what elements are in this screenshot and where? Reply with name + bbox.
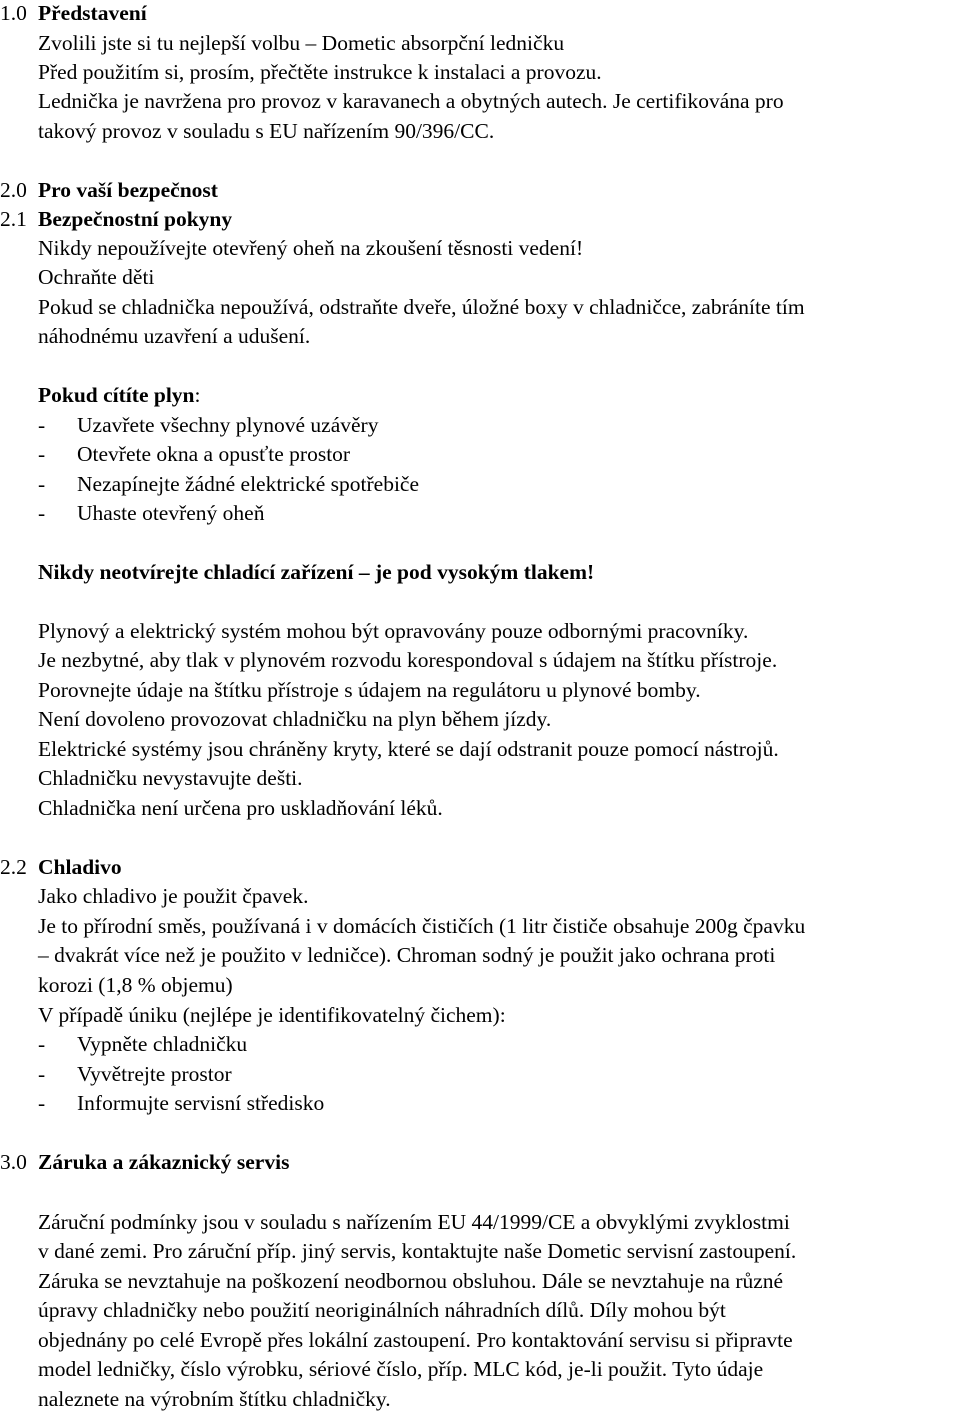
warranty-line-2: v dané zemi. Pro záruční příp. jiný servis, kontaktujte naše Dometic servisní zastoupení.: [38, 1239, 797, 1263]
open-fire-warning: Nikdy nepoužívejte otevřený oheň na zkoušení těsnosti vedení!: [38, 236, 584, 260]
children-line-1: Pokud se chladnička nepoužívá, odstraňte dveře, úložné boxy v chladničce, zabráníte tím: [38, 295, 805, 319]
pressure-warning: Nikdy neotvírejte chladící zařízení – je pod vysokým tlakem!: [38, 560, 595, 584]
coolant-line-2: Je to přírodní směs, používaná i v domácích čističích (1 litr čističe obsahuje 200g čpavku: [38, 914, 806, 938]
rule-line-5: Elektrické systémy jsou chráněny kryty, které se dají odstranit pouze pomocí nástrojů.: [38, 737, 779, 761]
intro-line-4: takový provoz v souladu s EU nařízením 90/396/CC.: [38, 119, 495, 143]
rule-line-7: Chladnička není určena pro uskladňování léků.: [38, 796, 443, 820]
warranty-line-4: úpravy chladničky nebo použití neoriginálních náhradních dílů. Díly mohou být: [38, 1298, 726, 1322]
section-1-number: 1.0: [0, 1, 27, 25]
gas-smell-heading: [38, 385, 200, 407]
gas-step-3-dash: -: [38, 472, 46, 496]
warranty-line-1: Záruční podmínky jsou v souladu s nařízením EU 44/1999/CE a obvyklými zvyklostmi: [38, 1210, 790, 1234]
rule-line-3: Porovnejte údaje na štítku přístroje s údajem na regulátoru u plynové bomby.: [38, 678, 701, 702]
subsection-2-2-number: 2.2: [0, 855, 27, 879]
rule-line-6: Chladničku nevystavujte dešti.: [38, 766, 303, 790]
section-3-title: Záruka a zákaznický servis: [38, 1150, 290, 1174]
rule-line-2: Je nezbytné, aby tlak v plynovém rozvodu korespondoval s údajem na štítku přístroje.: [38, 648, 778, 672]
gas-step-4-dash: -: [38, 501, 46, 525]
coolant-line-3: – dvakrát více než je použito v ledničce). Chroman sodný je použit jako ochrana proti: [38, 943, 776, 967]
warranty-line-6: model ledničky, číslo výrobku, sériové číslo, příp. MLC kód, je-li použit. Tyto údaje: [38, 1357, 764, 1381]
section-3-number: 3.0: [0, 1150, 27, 1174]
intro-line-3: Lednička je navržena pro provoz v karavanech a obytných autech. Je certifikována pro: [38, 89, 784, 113]
coolant-line-5: V případě úniku (nejlépe je identifikovatelný čichem):: [38, 1003, 506, 1027]
gas-step-2: Otevřete okna a opusťte prostor: [77, 442, 351, 466]
gas-step-4: Uhaste otevřený oheň: [77, 501, 265, 525]
section-1-title: Představení: [38, 1, 147, 25]
subsection-2-1-number: 2.1: [0, 207, 27, 231]
gas-step-2-dash: -: [38, 442, 46, 466]
warranty-line-3: Záruka se nevztahuje na poškození neodbornou obsluhou. Dále se nevztahuje na různé: [38, 1269, 784, 1293]
children-line-2: náhodnému uzavření a udušení.: [38, 324, 311, 348]
leak-step-1: Vypněte chladničku: [77, 1032, 248, 1056]
gas-smell-colon: :: [194, 383, 201, 407]
leak-step-2: Vyvětrejte prostor: [77, 1062, 232, 1086]
gas-step-1: Uzavřete všechny plynové uzávěry: [77, 413, 379, 437]
protect-children-heading: Ochraňte děti: [38, 265, 155, 289]
gas-step-1-dash: -: [38, 413, 46, 437]
leak-step-3: Informujte servisní středisko: [77, 1091, 325, 1115]
subsection-2-2-title: Chladivo: [38, 855, 122, 879]
coolant-line-1: Jako chladivo je použit čpavek.: [38, 884, 309, 908]
section-2-title: Pro vaší bezpečnost: [38, 178, 218, 202]
gas-smell-heading-text: Pokud cítíte plyn: [38, 383, 195, 407]
warranty-line-7: naleznete na výrobním štítku chladničky.: [38, 1387, 391, 1411]
intro-line-1: Zvolili jste si tu nejlepší volbu – Dometic absorpční ledničku: [38, 31, 565, 55]
leak-step-2-dash: -: [38, 1062, 46, 1086]
gas-step-3: Nezapínejte žádné elektrické spotřebiče: [77, 472, 420, 496]
coolant-line-4: korozi (1,8 % objemu): [38, 973, 233, 997]
leak-step-1-dash: -: [38, 1032, 46, 1056]
subsection-2-1-title: Bezpečnostní pokyny: [38, 207, 233, 231]
intro-line-2: Před použitím si, prosím, přečtěte instrukce k instalaci a provozu.: [38, 60, 602, 84]
leak-step-3-dash: -: [38, 1091, 46, 1115]
rule-line-1: Plynový a elektrický systém mohou být opravovány pouze odbornými pracovníky.: [38, 619, 749, 643]
rule-line-4: Není dovoleno provozovat chladničku na plyn během jízdy.: [38, 707, 552, 731]
section-2-number: 2.0: [0, 178, 27, 202]
warranty-line-5: objednány po celé Evropě přes lokální zastoupení. Pro kontaktování servisu si připravte: [38, 1328, 793, 1352]
